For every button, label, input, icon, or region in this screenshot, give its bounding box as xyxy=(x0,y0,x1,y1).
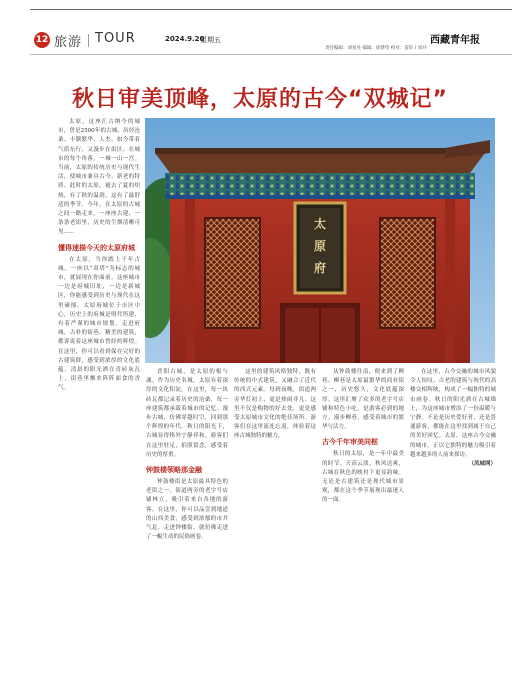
article-column-1 xyxy=(58,118,140,696)
article-byline: （凤城网） xyxy=(468,461,496,468)
section-title-cn: 旅游 xyxy=(54,35,83,50)
article-intro: 太原，这座汇古纳今的城市，曾是2500年的古城、历经沧桑、丰腴繁华、人杰、如今带着气质东行、又漫步在街区、在城市的每个角落，一城一山一宫。当前，太原的传统历史与现代生活，使城市兼具古今、新老的特质。此时的太原，褪去了夏的炽热，有了秋的温润，这有了最舒适的季节。今年，在太原的古城之间一路走来，一座座古建、一条条老街里，历史的尘烟清晰可见…… xyxy=(58,119,140,236)
headline: 秋日审美顶峰，太原的古今“双城记” xyxy=(72,87,448,112)
subhead-1: 懂得速描今天的太原府城 xyxy=(58,243,135,252)
page-number-badge: 12 xyxy=(34,32,50,48)
article-paragraph: 从钟鼓楼往南，便来到了柳巷。柳巷是太原最繁华的商业街之一，历史悠久，文化底蕴深厚。这里汇聚了众多的老字号店铺和特色小吃，是游客必到的地方。漫步柳巷，感受着城市的繁华与活力。 xyxy=(322,369,404,431)
article-photo xyxy=(145,118,495,363)
article-paragraph: 秋日的太原，是一年中最美的时节。天高云淡，秋风送爽，古城在秋色的映衬下更显韵味。无论是古建筑还是现代城市景观，都在这个季节展现出最迷人的一面。 xyxy=(322,451,404,504)
sign-char-2: 原 xyxy=(313,239,327,253)
article-column-2 xyxy=(146,368,228,696)
article-paragraph: 这里的建筑风格独特，既有传统的中式建筑，又融合了近代的西式元素。每到夜晚，街道两旁华灯初上，更是热闹非凡。这里不仅是购物的好去处，更是感受太原城市文化的绝佳场所。游客们在这里流连忘返，体验着这座古城独特的魅力。 xyxy=(234,369,316,440)
sign-char-1: 太 xyxy=(313,217,327,231)
issue-weekday: 星期五 xyxy=(200,36,221,44)
top-rule xyxy=(30,9,512,10)
editor-credits: 责任编辑：刘星亮 编辑：徐梦伟 校对：雷轩 / 冰井 xyxy=(325,46,427,51)
article-column-4 xyxy=(322,368,404,696)
article-paragraph: 钟鼓楼街是太原最具特色的老街之一。街道两旁的老字号店铺林立，吸引着来自各地的游客。在这里，你可以品尝到地道的山西美食，感受到浓郁的市井气息。走进钟楼街，就仿佛走进了一幅生动的民俗画卷。 xyxy=(146,479,228,541)
masthead: 西藏青年报 xyxy=(430,35,480,46)
subhead-2: 钟鼓楼领略那金融 xyxy=(146,466,202,475)
section-divider xyxy=(88,34,89,47)
subhead-3: 古今千年审美同框 xyxy=(322,438,378,447)
sign-char-3: 府 xyxy=(313,261,327,275)
article-column-3 xyxy=(234,368,316,696)
header-rule xyxy=(30,54,512,55)
section-title-en: TOUR xyxy=(95,31,136,46)
article-column-5 xyxy=(410,368,496,696)
temple-gate-illustration xyxy=(145,118,495,363)
article-paragraph: 晋阳古城，是太原的根与魂。作为历史名城，太原有着深厚的文化积淀。在这里，每一块砖瓦都记录着历史的沧桑，每一座建筑都承载着城市的记忆。漫步古城，仿佛穿越时空，回到那个辉煌的年代。秋日的阳光下，古城显得格外宁静祥和。游客们在这里驻足，拍照留念，感受着历史的厚重。 xyxy=(146,369,228,458)
issue-date: 2024.9.20 xyxy=(165,35,205,43)
article-paragraph: 在这里，古今交融的城市风貌令人惊叹。古老的建筑与现代的高楼交相辉映，构成了一幅独特的城市画卷。秋日的阳光洒在古城墙上，为这座城市增添了一份温暖与宁静。不论是历史爱好者，还是普通游客，都能在这里找到属于自己的美好回忆。太原，这座古今交融的城市，正以它独特的魅力吸引着越来越多的人前来探访。 xyxy=(410,369,496,458)
article-paragraph: 在太原，当你踏上千年古城，一座以“双塔”为标志的城市，就展现在你面前。这座城市一边是府城旧址，一边是新城区，你能感受到历史与现代在这里碰撞。太原府城位于市区中心，历史上的府城是明代所建，有着严谨的城市规划。走进府城，古朴的街巷、精美的建筑，都诉说着这座城市曾经的辉煌。在这里，你可以看到保存完好的古建筑群，感受到浓厚的文化底蕴。清晨的阳光洒在青砖灰瓦上，街巷里飘来阵阵面食的香气。 xyxy=(58,256,140,392)
